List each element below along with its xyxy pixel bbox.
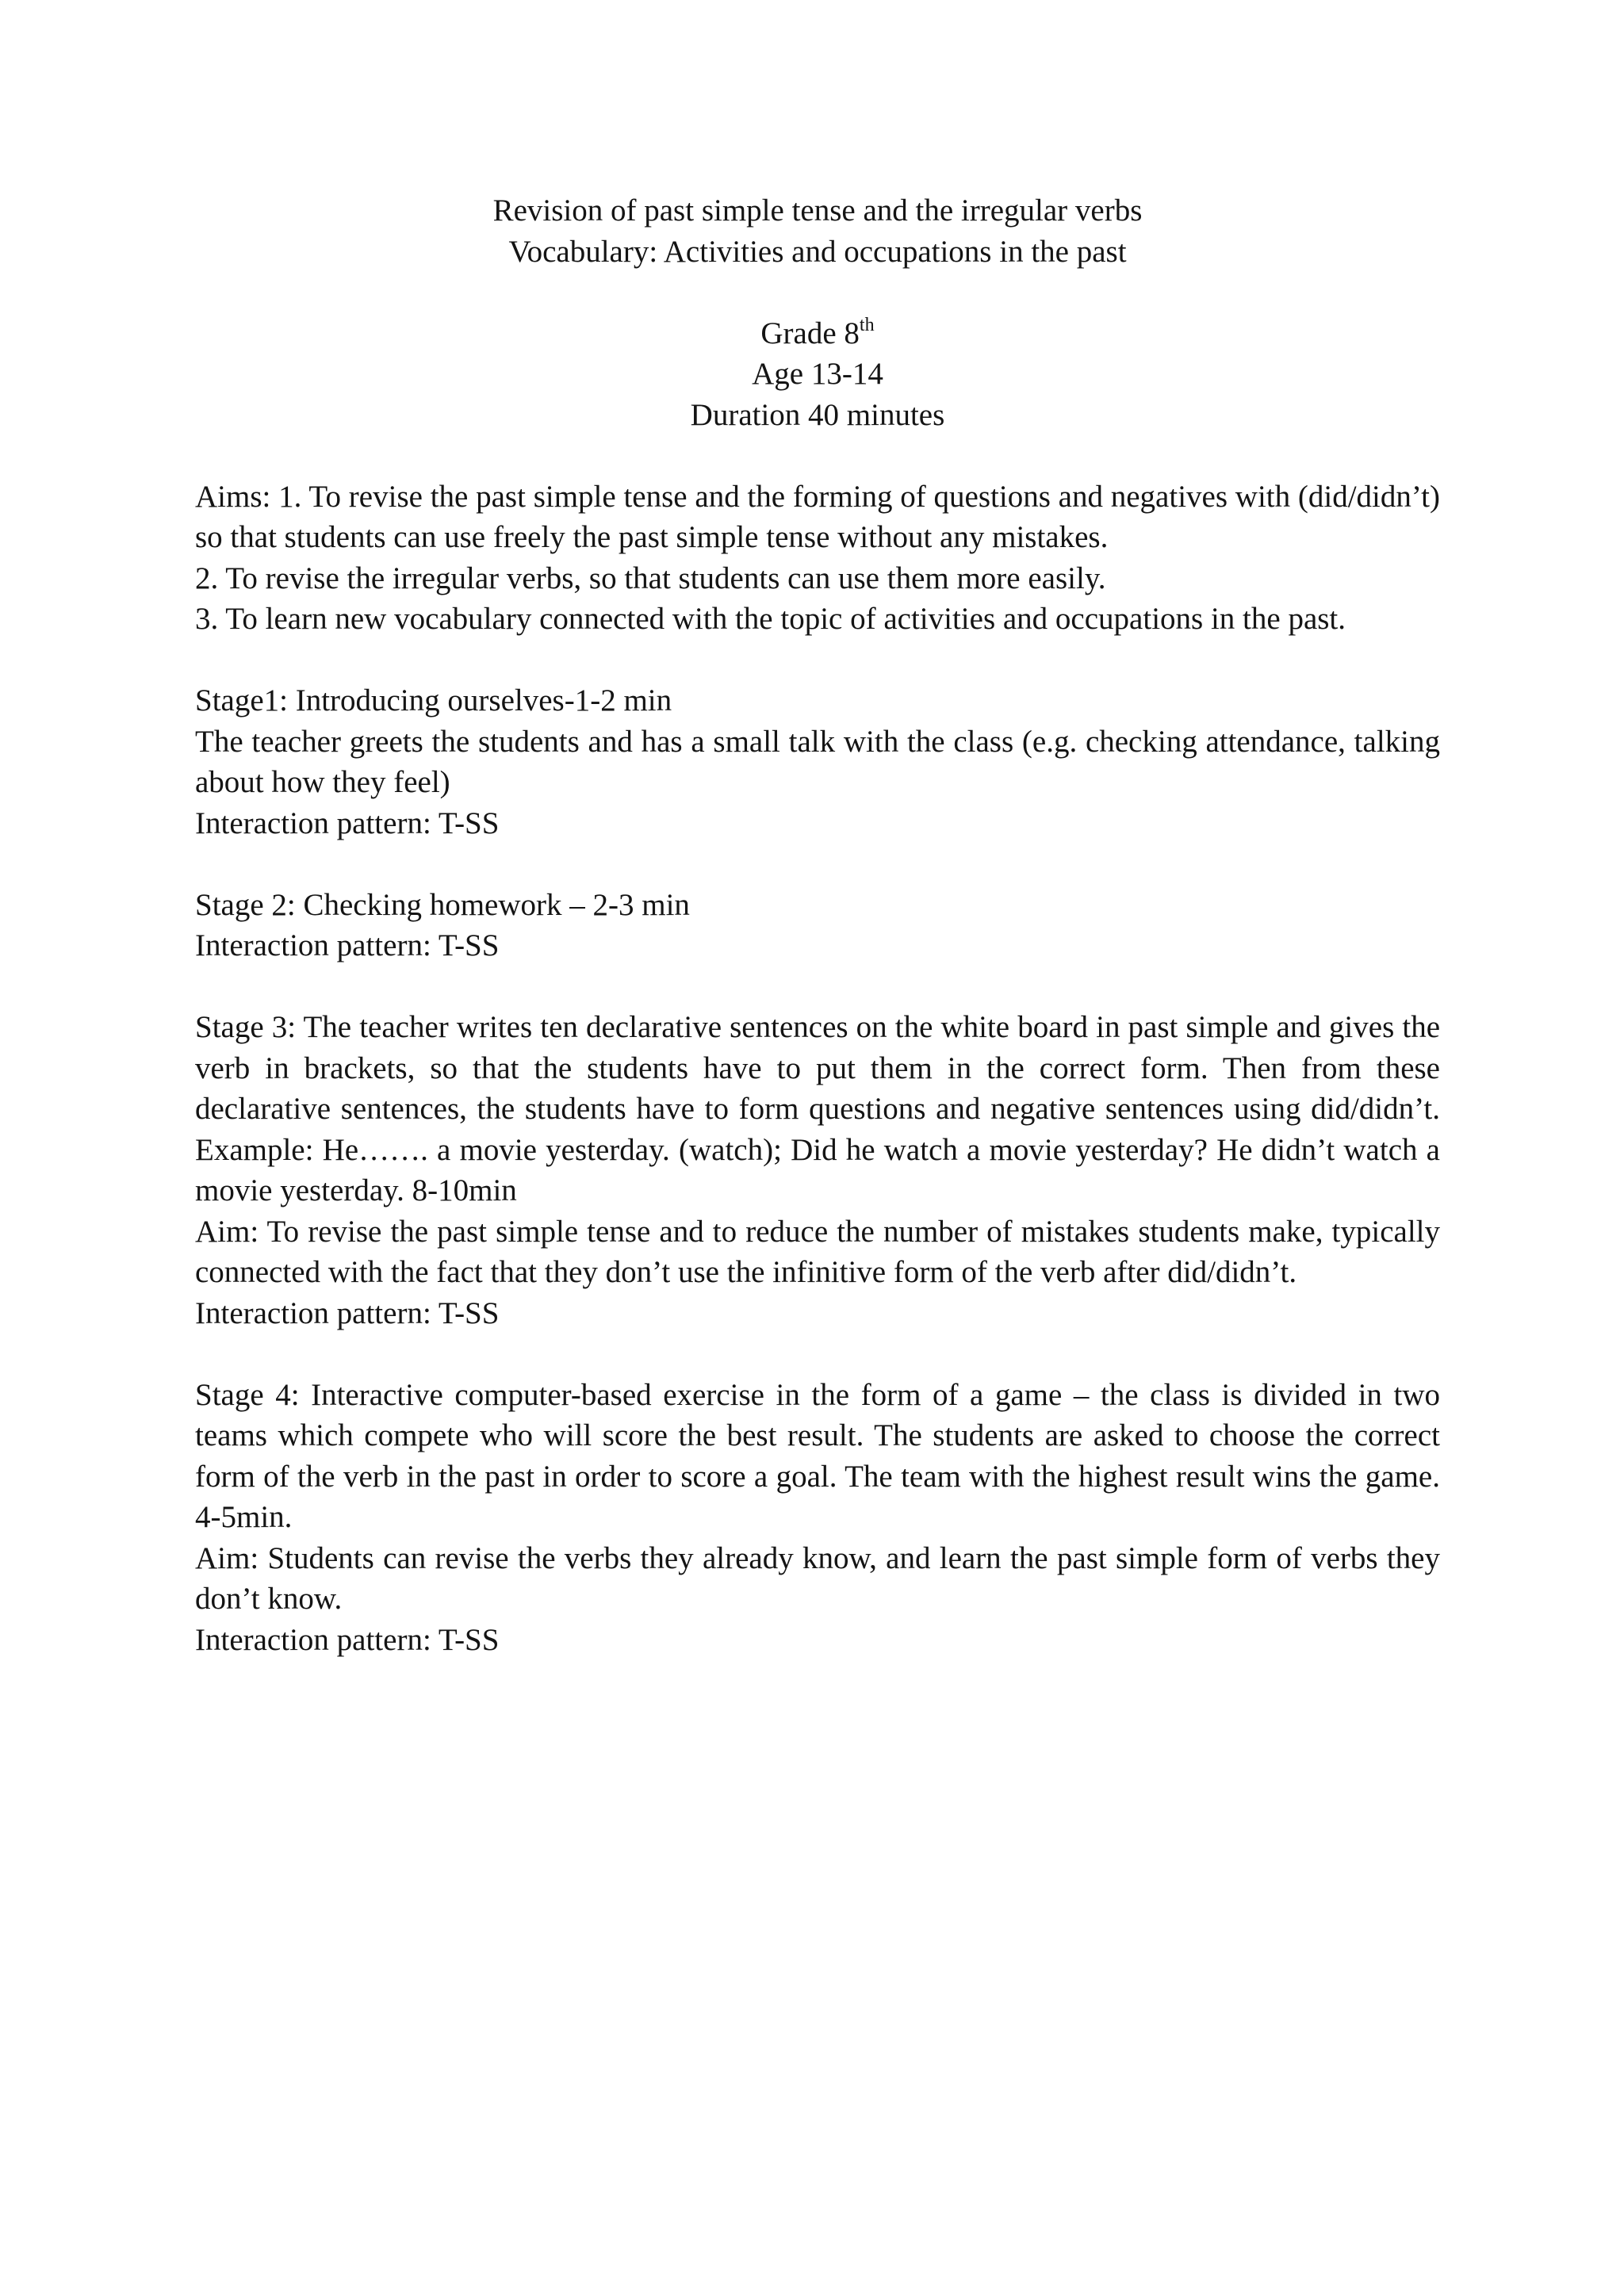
lesson-header xyxy=(195,190,1440,435)
stage-2-section xyxy=(195,885,1440,966)
stage-4-body: Stage 4: Interactive computer-based exercise in the form of a game – the class is divided in two teams which compete who will score the best result. The students are asked to choose the correct form of the verb in the past in order to score a goal. The team with the highest result wins the game. 4-5min. xyxy=(195,1377,1440,1534)
stage-3-body: Stage 3: The teacher writes ten declarative sentences on the white board in past simple and gives the verb in brackets, so that the students have to put them in the correct form. Then from these declarative sentences, the students have to form questions and negative sentences using did/didn’t. Example: He……. a movie yesterday. (watch); Did he watch a movie yesterday? He didn’t watch a movie yesterday. 8-10min xyxy=(195,1010,1440,1207)
spacer xyxy=(195,844,1440,885)
stage-1-section xyxy=(195,680,1440,844)
stage-2-title: Stage 2: Checking homework – 2-3 min xyxy=(195,887,690,922)
stage-4-aim: Aim: Students can revise the verbs they already know, and learn the past simple form of verbs they don’t know. xyxy=(195,1540,1440,1616)
aims-section xyxy=(195,476,1440,640)
grade-text: Grade 8 xyxy=(760,316,860,350)
spacer xyxy=(195,435,1440,476)
spacer xyxy=(195,272,1440,313)
document-content xyxy=(195,190,1440,1660)
aim-2: 2. To revise the irregular verbs, so that students can use them more easily. xyxy=(195,561,1106,595)
stage-1-body: The teacher greets the students and has a small talk with the class (e.g. checking attendance, talking about how they feel) xyxy=(195,724,1440,799)
stage-3-section xyxy=(195,1007,1440,1334)
spacer xyxy=(195,1334,1440,1375)
lesson-grade xyxy=(195,313,1440,354)
lesson-age: Age 13-14 xyxy=(752,357,883,391)
stage-3-aim: Aim: To revise the past simple tense and to reduce the number of mistakes students make, typically connected with the fact that they don’t use the infinitive form of the verb after did/didn’t. xyxy=(195,1214,1440,1289)
stage-2-interaction: Interaction pattern: T-SS xyxy=(195,928,500,962)
spacer xyxy=(195,640,1440,681)
aim-1: Aims: 1. To revise the past simple tense and the forming of questions and negatives with (did/didn’t) so that students can use freely the past simple tense without any mistakes. xyxy=(195,479,1440,554)
lesson-duration: Duration 40 minutes xyxy=(690,397,945,432)
stage-1-interaction: Interaction pattern: T-SS xyxy=(195,806,500,840)
stage-4-interaction: Interaction pattern: T-SS xyxy=(195,1622,500,1657)
stage-4-section xyxy=(195,1375,1440,1661)
lesson-vocabulary-topic: Vocabulary: Activities and occupations in the past xyxy=(508,234,1127,269)
stage-3-interaction: Interaction pattern: T-SS xyxy=(195,1295,500,1330)
aim-3: 3. To learn new vocabulary connected with the topic of activities and occupations in the past. xyxy=(195,602,1346,636)
spacer xyxy=(195,966,1440,1008)
lesson-title: Revision of past simple tense and the irregular verbs xyxy=(492,193,1143,228)
stage-1-title: Stage1: Introducing ourselves-1-2 min xyxy=(195,683,672,718)
grade-superscript: th xyxy=(859,314,875,335)
